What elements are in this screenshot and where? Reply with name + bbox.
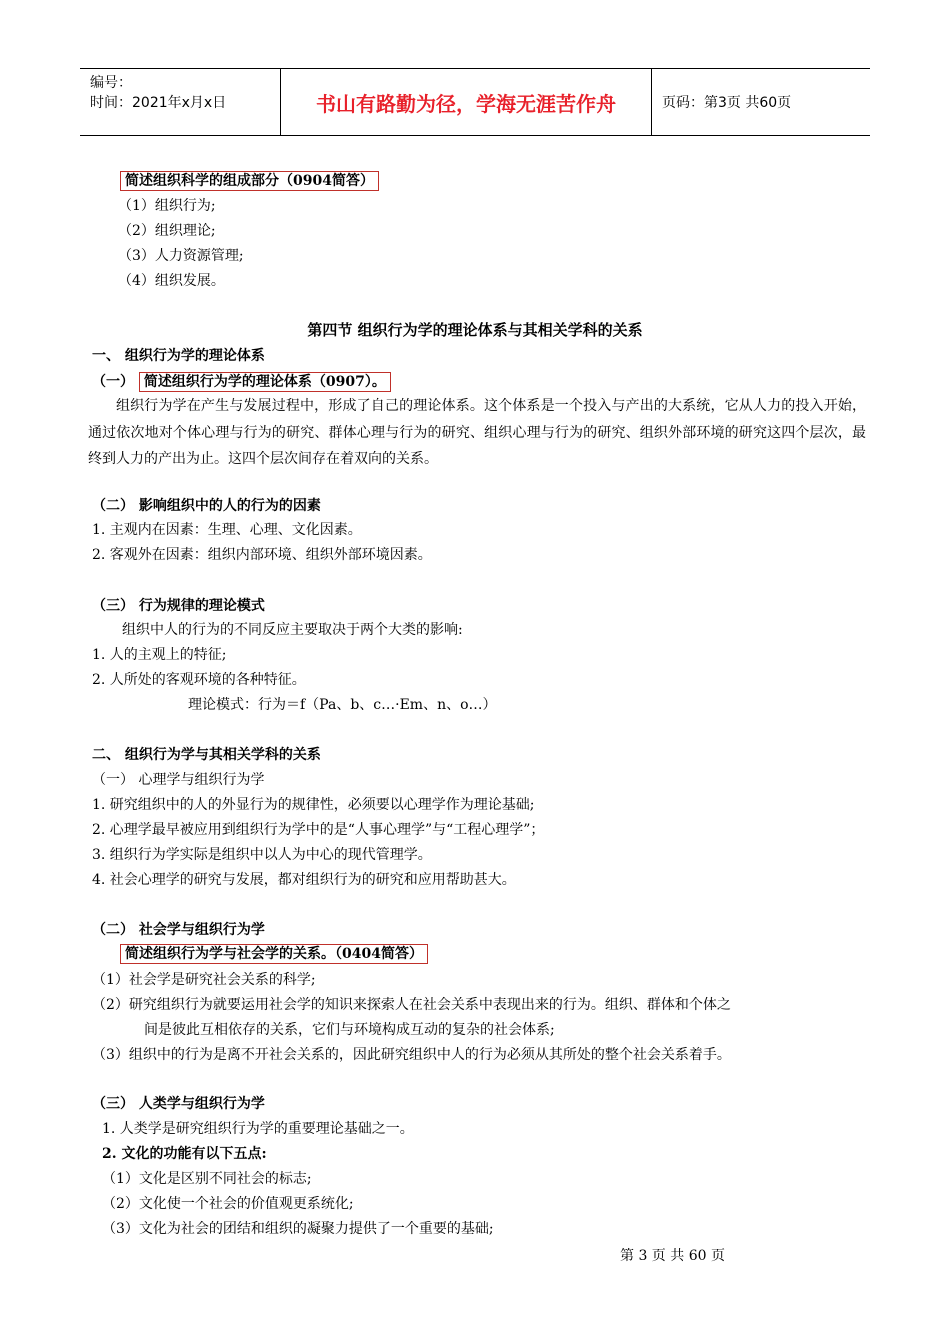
list-item: （1）社会学是研究社会关系的科学; <box>92 972 316 988</box>
list-item: （2）组织理论; <box>118 223 216 239</box>
list-item: 1. 主观内在因素：生理、心理、文化因素。 <box>92 522 362 538</box>
header-left-cell <box>80 69 280 135</box>
list-item: 2. 客观外在因素：组织内部环境、组织外部环境因素。 <box>92 547 432 563</box>
question-box-1: 简述组织科学的组成部分（0904简答） <box>120 171 379 191</box>
subsection-heading: （三） 行为规律的理论模式 <box>92 598 265 614</box>
list-item: （2）研究组织行为就要运用社会学的知识来探索人在社会关系中表现出来的行为。组织、群体和个体之 <box>92 997 731 1013</box>
list-item: 2. 心理学最早被应用到组织行为学中的是“人事心理学”与“工程心理学”； <box>92 822 545 838</box>
list-item: 3. 组织行为学实际是组织中以人为中心的现代管理学。 <box>92 847 432 863</box>
paragraph: 组织中人的行为的不同反应主要取决于两个大类的影响: <box>122 622 463 638</box>
list-item: （1）组织行为; <box>118 198 216 214</box>
document-time-label: 时间：2021年x月x日 <box>90 95 227 111</box>
list-item: （4）组织发展。 <box>118 273 225 289</box>
list-item: 1. 研究组织中的人的外显行为的规律性，必须要以心理学作为理论基础; <box>92 797 535 813</box>
list-item: （3）文化为社会的团结和组织的凝聚力提供了一个重要的基础; <box>102 1221 494 1237</box>
document-number-label: 编号： <box>90 75 132 91</box>
list-item: （1）文化是区别不同社会的标志; <box>102 1171 312 1187</box>
subsection-heading: （一） 心理学与组织行为学 <box>92 772 265 788</box>
list-item-continuation: 间是彼此互相依存的关系，它们与环境构成互动的复杂的社会体系; <box>144 1022 555 1038</box>
subsection-heading: （二） 社会学与组织行为学 <box>92 922 265 938</box>
subsection-heading: （三） 人类学与组织行为学 <box>92 1096 265 1112</box>
part-heading-2: 二、 组织行为学与其相关学科的关系 <box>92 747 321 763</box>
question-box-3: 简述组织行为学与社会学的关系。（0404简答） <box>120 944 428 964</box>
list-item: 2. 文化的功能有以下五点: <box>102 1146 267 1162</box>
header-motto: 书山有路勤为径，学海无涯苦作舟 <box>280 69 652 135</box>
page-header <box>80 68 870 136</box>
subsection-label: （一） <box>92 374 134 390</box>
subsection-heading: （二） 影响组织中的人的行为的因素 <box>92 498 321 514</box>
header-page-label: 页码：第3页 共60页 <box>662 95 792 111</box>
list-item: 2. 人所处的客观环境的各种特征。 <box>92 672 306 688</box>
subsection-1 <box>92 372 391 392</box>
list-item: （2）文化使一个社会的价值观更系统化; <box>102 1196 354 1212</box>
formula: 理论模式：行为＝f（Pa、b、c…·Em、n、o…） <box>188 697 497 713</box>
page-footer: 第 3 页 共 60 页 <box>620 1248 725 1264</box>
list-item: 1. 人的主观上的特征; <box>92 647 227 663</box>
list-item: 4. 社会心理学的研究与发展，都对组织行为的研究和应用帮助甚大。 <box>92 872 516 888</box>
section-title: 第四节 组织行为学的理论体系与其相关学科的关系 <box>307 321 643 339</box>
part-heading-1: 一、 组织行为学的理论体系 <box>92 348 265 364</box>
question-box-2: 简述组织行为学的理论体系（0907）。 <box>139 372 391 392</box>
list-item: （3）人力资源管理; <box>118 248 244 264</box>
list-item: （3）组织中的行为是离不开社会关系的，因此研究组织中人的行为必须从其所处的整个社会关系着手。 <box>92 1047 731 1063</box>
list-item: 1. 人类学是研究组织行为学的重要理论基础之一。 <box>102 1121 414 1137</box>
paragraph: 组织行为学在产生与发展过程中，形成了自己的理论体系。这个体系是一个投入与产出的大系统，它从人力的投入开始，通过依次地对个体心理与行为的研究、群体心理与行为的研究、组织心理与行为的研究、组织外部环境的研究这四个层次，最终到人力的产出为止。这四个层次间存在着双向的关系。 <box>88 398 866 467</box>
